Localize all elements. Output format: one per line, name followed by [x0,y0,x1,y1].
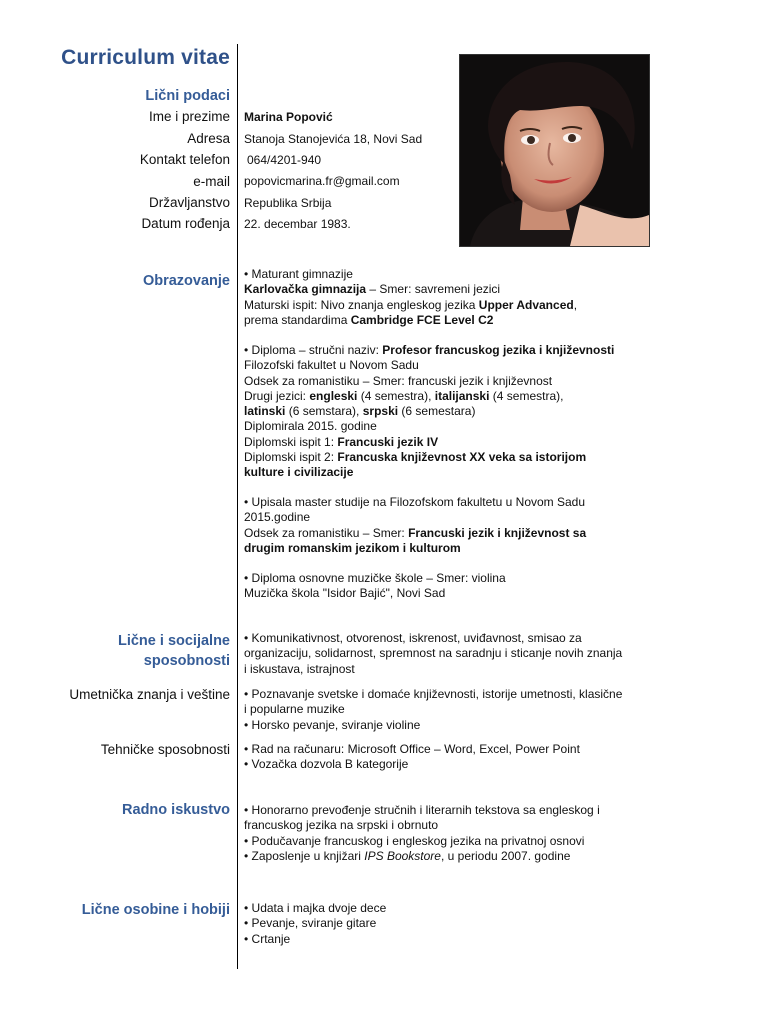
text-bold: drugim romanskim jezikom i kulturom [244,540,461,555]
text-bold: srpski [362,404,399,419]
section-heading-personal: Lični podaci [145,88,230,104]
value-full-name: Marina Popović [244,110,333,124]
text-line: – Smer: savremeni jezici [366,282,501,297]
section-heading-work: Radno iskustvo [122,802,230,818]
text-line: (4 semestra), [489,388,564,403]
tech-skills-text [244,742,624,773]
text-line: • Vozačka dozvola B kategorije [244,757,409,772]
label-phone: Kontakt telefon [139,152,230,167]
education-music-school [244,571,624,602]
text-bold: Francuski jezik i književnost sa [408,525,587,540]
text-line: (4 semestra), [357,388,435,403]
text-line: • Podučavanje francuskog i engleskog jezika na privatnoj osnovi [244,833,585,848]
value-birth-date: 22. decembar 1983. [244,217,351,231]
text-line: • Diploma – stručni naziv: [244,343,383,357]
text-bold: kulture i civilizacije [244,465,354,480]
text-bold: latinski [244,404,286,419]
text-bold: italijanski [434,388,490,403]
label-address: Adresa [187,131,230,146]
section-heading-education: Obrazovanje [142,273,230,289]
text-bold: Cambridge FCE Level C2 [350,312,494,327]
text-line: • Diploma osnovne muzičke škole – Smer: violina [244,571,506,585]
list-item: • Udata i majka dvoje dece [244,901,387,915]
text-line: Odsek za romanistiku – Smer: [244,525,409,540]
text-line: Diplomirala 2015. godine [244,419,377,434]
vertical-divider [237,44,238,969]
value-email[interactable]: popovicmarina.fr@gmail.com [244,174,400,188]
label-tech-skills: Tehničke sposobnosti [100,742,230,757]
text-bold: Profesor francuskog jezika i književnosti [382,343,615,357]
section-heading-hobbies: Lične osobine i hobiji [81,902,230,918]
text-italic: IPS Bookstore [364,848,441,863]
value-citizenship: Republika Srbija [244,196,332,210]
label-full-name: Ime i prezime [148,109,230,124]
label-birth-date: Datum rođenja [141,216,230,231]
label-email: e-mail [193,174,230,189]
text-line: • Rad na računaru: Microsoft Office – Word, Excel, Power Point [244,742,580,756]
hobbies-list [244,901,624,947]
text-line: Filozofski fakultet u Novom Sadu [244,358,419,373]
text-line: Muzička škola "Isidor Bajić", Novi Sad [244,586,446,601]
heading-line: Lične i socijalne [117,633,230,649]
label-citizenship: Državljanstvo [148,195,230,210]
page-title: Curriculum vitae [61,46,230,69]
text-line: (6 semstara), [285,404,363,419]
text-line: • Horsko pevanje, sviranje violine [244,717,421,732]
text-line: Diplomski ispit 2: [244,450,338,465]
text-line: • Upisala master studije na Filozofskom fakultetu u Novom Sadu [244,495,586,509]
text-bold: Francuska književnost XX veka sa istorijom [337,450,587,465]
text-line: Maturski ispit: Nivo znanja engleskog jezika [244,297,479,312]
value-phone: 064/4201-940 [247,153,322,167]
text-bold: Francuski jezik IV [337,434,439,449]
label-art-skills: Umetnička znanja i veštine [69,687,230,702]
text-line: prema standardima [244,312,351,327]
art-skills-text [244,687,624,733]
section-heading-skills [118,631,230,671]
text-line: 2015.godine [244,510,311,525]
text-line: , u periodu 2007. godine [440,848,571,863]
text-bold: Karlovačka gimnazija [244,282,367,297]
profile-photo [459,54,650,247]
text-line: , [573,297,578,312]
text-bold: engleski [309,388,358,403]
text-line: Diplomski ispit 1: [244,434,338,449]
heading-line: sposobnosti [143,653,230,669]
work-experience-text [244,803,604,864]
text-line: Odsek za romanistiku – Smer: francuski jezik i književnost [244,373,553,388]
list-item: • Crtanje [244,931,291,946]
text-line: • Poznavanje svetske i domaće književnosti, istorije umetnosti, klasične i popularne muzike [244,687,623,717]
education-university [244,343,624,481]
text-line: Drugi jezici: [244,388,310,403]
value-address: Stanoja Stanojevića 18, Novi Sad [244,132,423,146]
text-line: • Honorarno prevođenje stručnih i literarnih tekstova sa engleskog i francuskog jezika na srpski i obrnuto [244,803,600,833]
text-line: • Maturant gimnazije [244,267,353,281]
list-item: • Pevanje, sviranje gitare [244,916,377,931]
text-line: (6 semestara) [398,404,476,419]
text-line: • Zaposlenje u knjižari [244,848,365,863]
education-high-school [244,267,624,328]
education-master [244,495,624,556]
text-bold: Upper Advanced [478,297,574,312]
social-skills-text: • Komunikativnost, otvorenost, iskrenost, uviđavnost, smisao za organizaciju, solidarnost, spremnost na saradnju i sticanje novih znanja i iskustava, istrajnost [244,631,623,676]
